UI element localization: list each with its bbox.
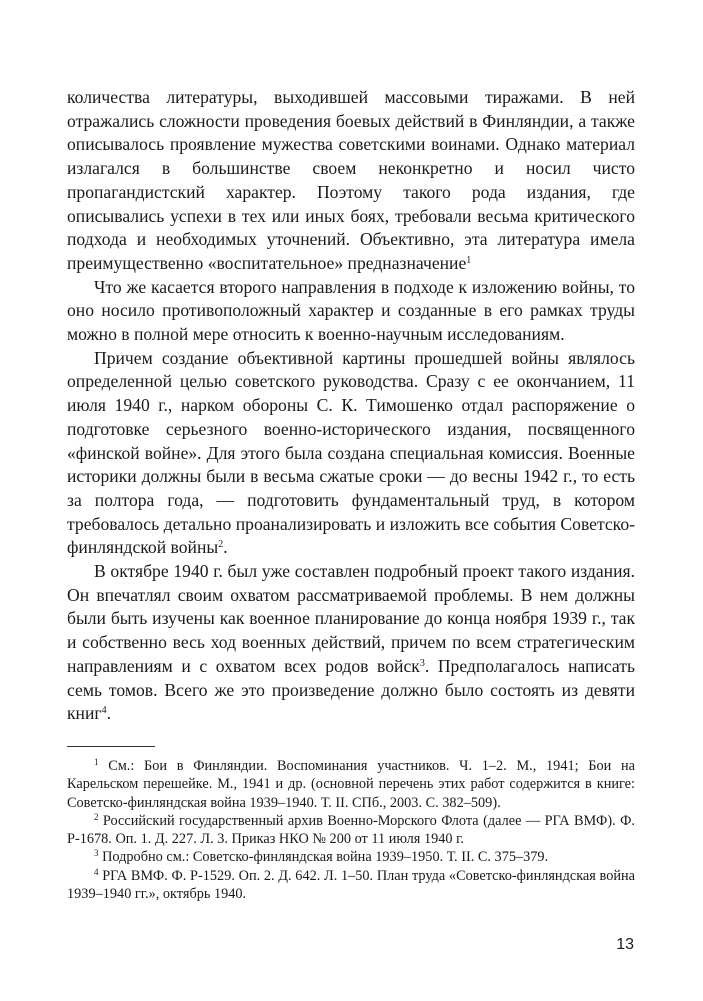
footnote-2 (67, 812, 635, 849)
paragraph-text: количества литературы, выходившей массовыми тиражами. В ней отражались сложности проведения боевых действий в Финляндии, а также описывалось проявление мужества советскими воинами. Однако материал излагался в большинстве своем неконкретно и носил чисто пропагандистский характер. Поэтому такого рода издания, где описывались успехи в тех или иных боях, требовали весьма критического подхода и необходимых уточнений. Объективно, эта литература имела преимущественно «воспитательное» предназначение (67, 87, 635, 273)
footnote-text: Подробно см.: Советско-финляндская война 1939–1950. Т. II. С. 375–379. (98, 849, 549, 866)
footnote-1 (67, 757, 635, 812)
footnote-mark: 4 (94, 866, 99, 877)
paragraph-text: . Предполагалось написать семь томов. Всего же это произведение должно было состоять из девяти книг (67, 655, 635, 724)
footnote-4 (67, 867, 635, 904)
footnote-text: РГА ВМФ. Ф. Р-1529. Оп. 2. Д. 642. Л. 1–50. План труда «Советско-финляндская война 1939–1940 гг.», октябрь 1940. (67, 867, 635, 903)
footnote-text: См.: Бои в Финляндии. Воспоминания участников. Ч. 1–2. М., 1941; Бои на Карельском перешейке. М., 1941 и др. (основной перечень этих работ содержится в книге: Советско-финляндская война 1939–1940. Т. II. СПб., 2003. С. 382–509). (67, 757, 635, 811)
footnote-mark: 1 (94, 756, 99, 767)
paragraph-text: Причем создание объективной картины прошедшей войны являлось определенной целью советского руководства. Сразу с ее окончанием, 11 июля 1940 г., нарком обороны С. К. Тимошенко отдал распоряжение о подготовке серьезного военно-исторического издания, посвященного «финской войне». Для этого была создана специальная комиссия. Военные историки должны были в весьма сжатые сроки — до весны 1942 г., то есть за полтора года, — подготовить фундаментальный труд, в котором требовалось детально проанализировать и изложить все события Советско-финляндской войны (67, 347, 635, 558)
book-page (67, 86, 635, 903)
main-text (67, 86, 635, 726)
footnotes (67, 757, 635, 903)
paragraph-text: Что же касается второго направления в подходе к изложению войны, то оно носило противоположный характер и созданные в его рамках труды можно в полной мере относить к военно-научным исследованиям. (67, 276, 635, 345)
paragraph-2 (67, 276, 635, 347)
paragraph-1 (67, 86, 635, 276)
footnote-ref-1: 1 (466, 254, 472, 266)
footnote-divider (67, 746, 155, 747)
paragraph-text: В октябре 1940 г. был уже составлен подробный проект такого издания. Он впечатлял своим охватом рассматриваемой проблемы. В нем должны были быть изучены как военное планирование до конца ноября 1939 г., так и собственно весь ход военных действий, причем по всем стратегическим направлениям и с охватом всех родов войск (67, 561, 635, 676)
paragraph-4: В октябре 1940 г. был уже составлен подробный проект такого издания. Он впечатлял своим охватом рассматриваемой проблемы. В нем должны были быть изучены как военное планирование до конца ноября 1939 г., так и собственно весь ход военных действий, причем по всем стратегическим направлениям и с охватом всех родов войск$^3$. Предполагалось написать семь томов. Всего же это произведение должно было состоять из девяти книг$^4$. (67, 561, 635, 724)
footnote-ref-3: 3 (419, 657, 425, 669)
paragraph-3: Причем создание объективной картины прошедшей войны являлось определенной целью советского руководства. Сразу с ее окончанием, 11 июля 1940 г., нарком обороны С. К. Тимошенко отдал распоряжение о подготовке серьезного военно-исторического издания, посвященного «финской войне». Для этого была создана специальная комиссия. Военные историки должны были в весьма сжатые сроки — до весны 1942 г., то есть за полтора года, — подготовить фундаментальный труд, в котором требовалось детально проанализировать и изложить все события Советско-финляндской войны$^2$. (67, 347, 635, 558)
footnote-ref-2: 2 (218, 539, 224, 551)
footnote-text: Российский государственный архив Военно-Морского Флота (далее — РГА ВМФ). Ф. Р-1678. Оп. 1. Д. 227. Л. 3. Приказ НКО № 200 от 11 июля 1940 г. (67, 812, 635, 848)
page-number: 13 (616, 936, 634, 953)
footnote-mark: 2 (94, 811, 99, 822)
footnote-3 (67, 848, 635, 866)
footnote-mark: 3 (94, 848, 99, 859)
footnote-ref-4: 4 (101, 705, 107, 717)
